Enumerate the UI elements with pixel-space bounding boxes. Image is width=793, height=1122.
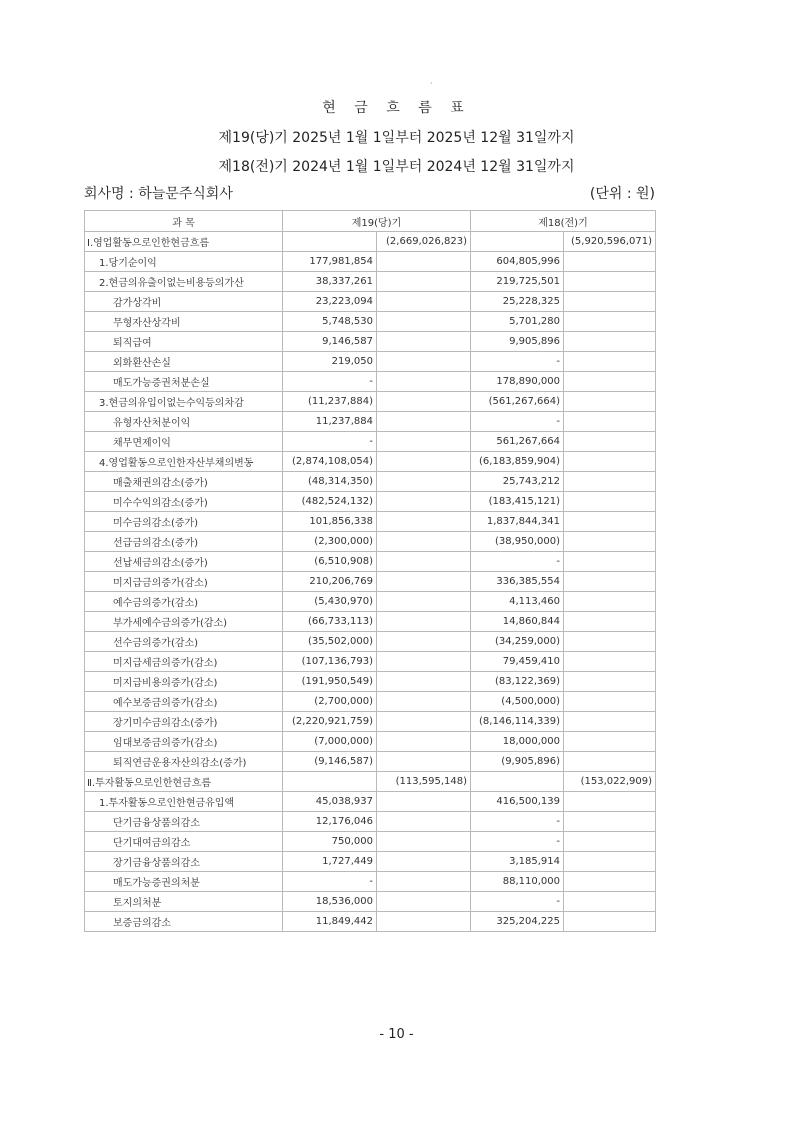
current-total: (2,669,026,823) — [377, 232, 471, 252]
prior-detail: (9,905,896) — [471, 752, 564, 772]
scan-speck: · — [430, 79, 433, 88]
row-label: 장기미수금의감소(증가) — [85, 712, 283, 732]
header-current-period: 제19(당)기 — [283, 211, 471, 232]
current-total — [377, 552, 471, 572]
current-total — [377, 292, 471, 312]
current-total — [377, 632, 471, 652]
current-detail: 38,337,261 — [283, 272, 377, 292]
table-row — [85, 292, 656, 312]
prior-total — [564, 332, 656, 352]
prior-total — [564, 372, 656, 392]
prior-total — [564, 492, 656, 512]
prior-detail: - — [471, 552, 564, 572]
prior-total — [564, 692, 656, 712]
current-total — [377, 452, 471, 472]
row-label: 외화환산손실 — [85, 352, 283, 372]
table-row — [85, 352, 656, 372]
current-detail: (66,733,113) — [283, 612, 377, 632]
row-label: 미지급비용의증가(감소) — [85, 672, 283, 692]
table-row — [85, 472, 656, 492]
row-label: 예수보증금의증가(감소) — [85, 692, 283, 712]
current-total — [377, 372, 471, 392]
prior-total — [564, 452, 656, 472]
prior-total — [564, 732, 656, 752]
prior-detail: (183,415,121) — [471, 492, 564, 512]
prior-total: (5,920,596,071) — [564, 232, 656, 252]
table-body — [85, 232, 656, 932]
current-total — [377, 752, 471, 772]
current-detail: 750,000 — [283, 832, 377, 852]
prior-total — [564, 852, 656, 872]
prior-total — [564, 512, 656, 532]
table-row — [85, 612, 656, 632]
prior-total — [564, 912, 656, 932]
prior-detail: 219,725,501 — [471, 272, 564, 292]
current-detail: (11,237,884) — [283, 392, 377, 412]
table-row — [85, 732, 656, 752]
prior-total — [564, 312, 656, 332]
current-total — [377, 672, 471, 692]
row-label: 선급금의감소(증가) — [85, 532, 283, 552]
prior-total — [564, 712, 656, 732]
current-detail: (7,000,000) — [283, 732, 377, 752]
table-row — [85, 232, 656, 252]
header-item: 과 목 — [85, 211, 283, 232]
prior-detail: 561,267,664 — [471, 432, 564, 452]
current-total — [377, 252, 471, 272]
current-detail: 1,727,449 — [283, 852, 377, 872]
row-label: 퇴직급여 — [85, 332, 283, 352]
prior-total — [564, 532, 656, 552]
prior-detail: - — [471, 812, 564, 832]
table-row — [85, 332, 656, 352]
row-label: 미수수익의감소(증가) — [85, 492, 283, 512]
current-total — [377, 712, 471, 732]
current-total — [377, 472, 471, 492]
current-total — [377, 792, 471, 812]
row-label: 미지급금의증가(감소) — [85, 572, 283, 592]
row-label: 2.현금의유출이없는비용등의가산 — [85, 272, 283, 292]
current-total — [377, 692, 471, 712]
prior-detail: (561,267,664) — [471, 392, 564, 412]
current-detail — [283, 232, 377, 252]
current-detail: (5,430,970) — [283, 592, 377, 612]
current-detail: (2,220,921,759) — [283, 712, 377, 732]
company-name: 회사명 : 하늘문주식회사 — [84, 186, 233, 202]
current-detail: (35,502,000) — [283, 632, 377, 652]
row-label: 채무면제이익 — [85, 432, 283, 452]
table-row — [85, 432, 656, 452]
prior-total — [564, 272, 656, 292]
row-label: Ⅰ.영업활동으로인한현금흐름 — [85, 232, 283, 252]
row-label: 단기금융상품의감소 — [85, 812, 283, 832]
prior-total — [564, 592, 656, 612]
current-detail: - — [283, 872, 377, 892]
period-prior: 제18(전)기 2024년 1월 1일부터 2024년 12월 31일까지 — [218, 159, 575, 175]
prior-detail: - — [471, 832, 564, 852]
prior-detail — [471, 772, 564, 792]
table-row — [85, 852, 656, 872]
current-total — [377, 412, 471, 432]
current-detail: 101,856,338 — [283, 512, 377, 532]
prior-detail: 79,459,410 — [471, 652, 564, 672]
row-label: 보증금의감소 — [85, 912, 283, 932]
current-total — [377, 832, 471, 852]
current-total: (113,595,148) — [377, 772, 471, 792]
current-detail: (2,874,108,054) — [283, 452, 377, 472]
prior-detail: 88,110,000 — [471, 872, 564, 892]
row-label: 미수금의감소(증가) — [85, 512, 283, 532]
prior-total — [564, 832, 656, 852]
prior-detail: 9,905,896 — [471, 332, 564, 352]
table-row — [85, 892, 656, 912]
prior-detail: 5,701,280 — [471, 312, 564, 332]
row-label: 선납세금의감소(증가) — [85, 552, 283, 572]
current-detail: 23,223,094 — [283, 292, 377, 312]
row-label: 선수금의증가(감소) — [85, 632, 283, 652]
prior-detail: (8,146,114,339) — [471, 712, 564, 732]
table-row — [85, 492, 656, 512]
prior-detail: - — [471, 352, 564, 372]
prior-detail: (4,500,000) — [471, 692, 564, 712]
prior-total — [564, 632, 656, 652]
current-total — [377, 592, 471, 612]
prior-total — [564, 672, 656, 692]
current-total — [377, 272, 471, 292]
row-label: 단기대여금의감소 — [85, 832, 283, 852]
current-total — [377, 872, 471, 892]
period-current: 제19(당)기 2025년 1월 1일부터 2025년 12월 31일까지 — [218, 130, 575, 146]
current-total — [377, 392, 471, 412]
current-total — [377, 732, 471, 752]
prior-detail: 14,860,844 — [471, 612, 564, 632]
prior-detail: (6,183,859,904) — [471, 452, 564, 472]
prior-detail: (83,122,369) — [471, 672, 564, 692]
current-detail: (6,510,908) — [283, 552, 377, 572]
row-label: Ⅱ.투자활동으로인한현금흐름 — [85, 772, 283, 792]
table-row — [85, 752, 656, 772]
current-detail: 11,849,442 — [283, 912, 377, 932]
current-total — [377, 852, 471, 872]
prior-detail: (34,259,000) — [471, 632, 564, 652]
current-detail: 219,050 — [283, 352, 377, 372]
row-label: 예수금의증가(감소) — [85, 592, 283, 612]
table-row — [85, 412, 656, 432]
current-total — [377, 512, 471, 532]
currency-unit: (단위 : 원) — [589, 186, 655, 202]
prior-total — [564, 432, 656, 452]
prior-detail: - — [471, 412, 564, 432]
current-detail: - — [283, 372, 377, 392]
current-detail: 11,237,884 — [283, 412, 377, 432]
document-title: 현 금 흐 름 표 — [322, 100, 471, 116]
prior-detail: 4,113,460 — [471, 592, 564, 612]
current-detail: 9,146,587 — [283, 332, 377, 352]
table-row — [85, 532, 656, 552]
table-row — [85, 512, 656, 532]
current-detail: (48,314,350) — [283, 472, 377, 492]
current-detail — [283, 772, 377, 792]
current-detail: 12,176,046 — [283, 812, 377, 832]
prior-total — [564, 392, 656, 412]
prior-total — [564, 872, 656, 892]
table-row — [85, 392, 656, 412]
prior-detail: 336,385,554 — [471, 572, 564, 592]
prior-total — [564, 472, 656, 492]
prior-total — [564, 552, 656, 572]
prior-detail: 416,500,139 — [471, 792, 564, 812]
prior-total — [564, 292, 656, 312]
header-prior-period: 제18(전)기 — [471, 211, 656, 232]
table-row — [85, 712, 656, 732]
current-total — [377, 612, 471, 632]
table-row — [85, 792, 656, 812]
prior-detail: 325,204,225 — [471, 912, 564, 932]
current-detail: (9,146,587) — [283, 752, 377, 772]
row-label: 유형자산처분이익 — [85, 412, 283, 432]
prior-total — [564, 752, 656, 772]
prior-total — [564, 612, 656, 632]
table-header-row — [85, 211, 656, 232]
table-row — [85, 692, 656, 712]
row-label: 미지급세금의증가(감소) — [85, 652, 283, 672]
current-total — [377, 532, 471, 552]
current-total — [377, 432, 471, 452]
table-row — [85, 312, 656, 332]
table-row — [85, 812, 656, 832]
prior-total — [564, 812, 656, 832]
current-total — [377, 652, 471, 672]
table-row — [85, 252, 656, 272]
table-row — [85, 772, 656, 792]
current-total — [377, 352, 471, 372]
current-total — [377, 332, 471, 352]
prior-detail: (38,950,000) — [471, 532, 564, 552]
table-row — [85, 672, 656, 692]
prior-detail: 1,837,844,341 — [471, 512, 564, 532]
table-row — [85, 552, 656, 572]
prior-detail: 18,000,000 — [471, 732, 564, 752]
prior-total — [564, 892, 656, 912]
current-total — [377, 812, 471, 832]
table-row — [85, 872, 656, 892]
row-label: 임대보증금의증가(감소) — [85, 732, 283, 752]
prior-total — [564, 252, 656, 272]
current-detail: - — [283, 432, 377, 452]
prior-detail: - — [471, 892, 564, 912]
prior-detail: 25,743,212 — [471, 472, 564, 492]
current-total — [377, 572, 471, 592]
prior-total — [564, 412, 656, 432]
prior-total — [564, 652, 656, 672]
prior-total — [564, 792, 656, 812]
row-label: 토지의처분 — [85, 892, 283, 912]
table-row — [85, 572, 656, 592]
prior-detail — [471, 232, 564, 252]
prior-total: (153,022,909) — [564, 772, 656, 792]
current-detail: 5,748,530 — [283, 312, 377, 332]
page-number: - 10 - — [379, 1027, 414, 1042]
row-label: 감가상각비 — [85, 292, 283, 312]
row-label: 3.현금의유입이없는수익등의차감 — [85, 392, 283, 412]
row-label: 1.투자활동으로인한현금유입액 — [85, 792, 283, 812]
table-row — [85, 652, 656, 672]
table-row — [85, 372, 656, 392]
row-label: 매도가능증권의처분 — [85, 872, 283, 892]
prior-total — [564, 352, 656, 372]
prior-detail: 3,185,914 — [471, 852, 564, 872]
prior-detail: 25,228,325 — [471, 292, 564, 312]
prior-detail: 178,890,000 — [471, 372, 564, 392]
current-total — [377, 912, 471, 932]
row-label: 무형자산상각비 — [85, 312, 283, 332]
table-row — [85, 452, 656, 472]
current-detail: 210,206,769 — [283, 572, 377, 592]
cash-flow-table — [84, 210, 656, 932]
current-total — [377, 892, 471, 912]
table-row — [85, 632, 656, 652]
current-detail: (107,136,793) — [283, 652, 377, 672]
row-label: 4.영업활동으로인한자산부채의변동 — [85, 452, 283, 472]
table-row — [85, 272, 656, 292]
row-label: 1.당기순이익 — [85, 252, 283, 272]
table-row — [85, 592, 656, 612]
row-label: 매도가능증권처분손실 — [85, 372, 283, 392]
current-detail: (2,300,000) — [283, 532, 377, 552]
current-detail: (2,700,000) — [283, 692, 377, 712]
row-label: 장기금융상품의감소 — [85, 852, 283, 872]
current-detail: 177,981,854 — [283, 252, 377, 272]
row-label: 퇴직연금운용자산의감소(증가) — [85, 752, 283, 772]
current-total — [377, 492, 471, 512]
current-total — [377, 312, 471, 332]
current-detail: 45,038,937 — [283, 792, 377, 812]
prior-detail: 604,805,996 — [471, 252, 564, 272]
table-row — [85, 832, 656, 852]
current-detail: (482,524,132) — [283, 492, 377, 512]
row-label: 매출채권의감소(증가) — [85, 472, 283, 492]
current-detail: (191,950,549) — [283, 672, 377, 692]
row-label: 부가세예수금의증가(감소) — [85, 612, 283, 632]
table-row — [85, 912, 656, 932]
current-detail: 18,536,000 — [283, 892, 377, 912]
prior-total — [564, 572, 656, 592]
